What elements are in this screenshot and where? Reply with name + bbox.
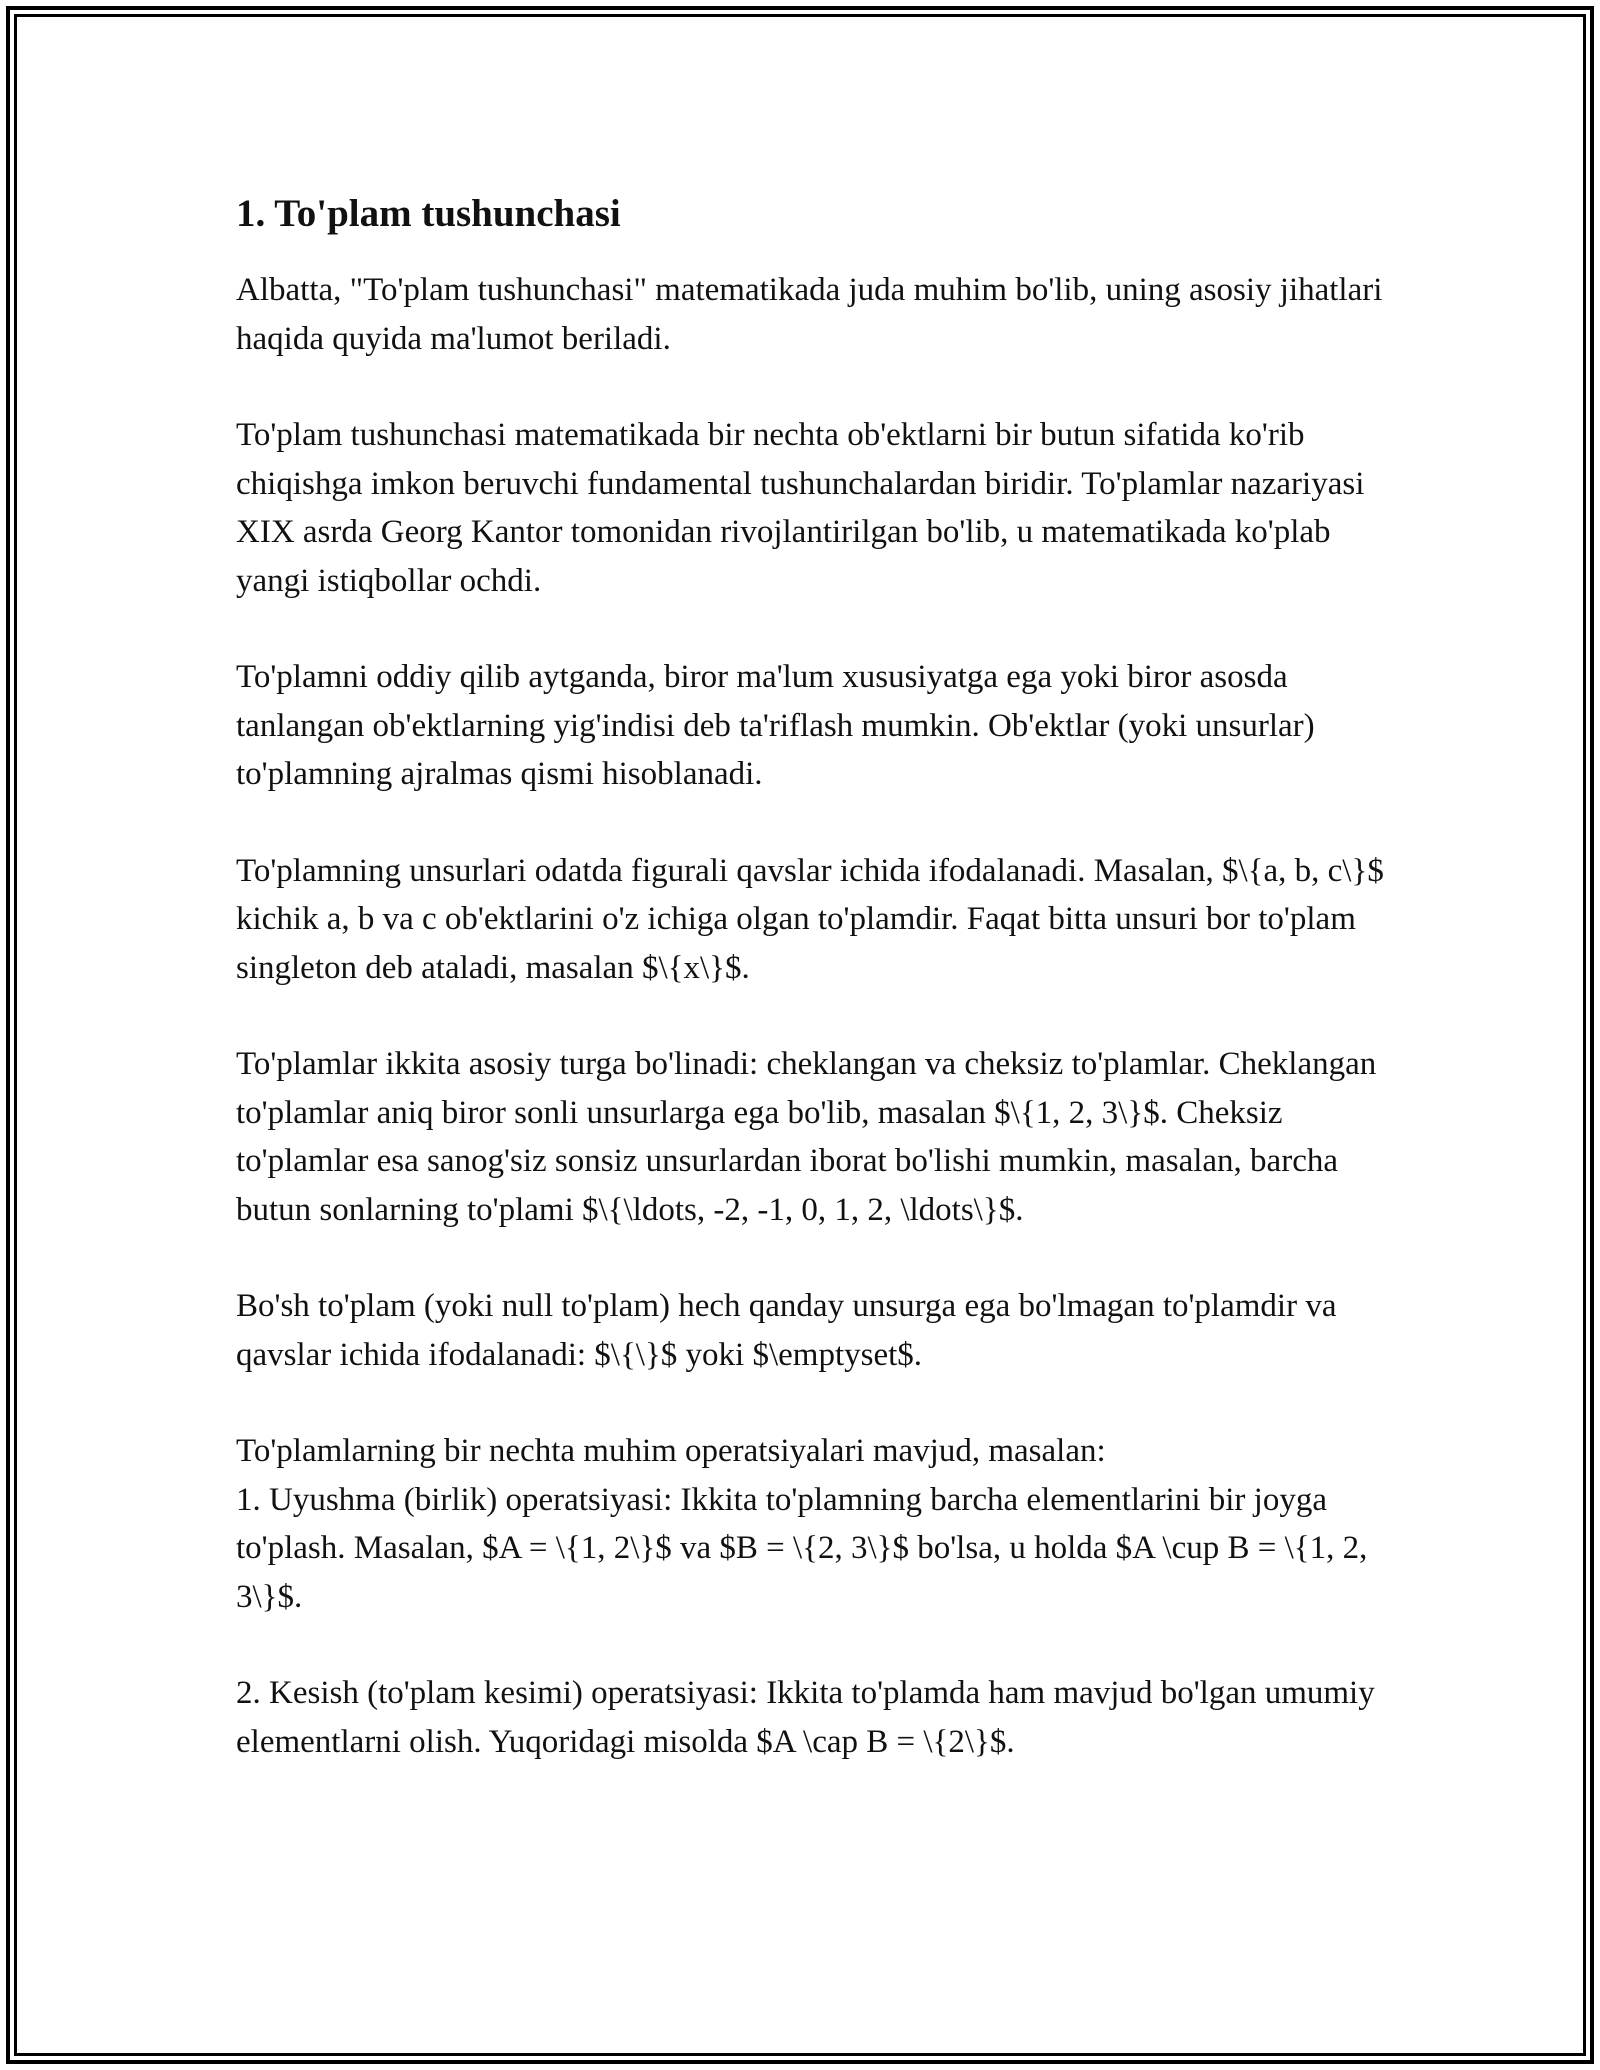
document-title: 1. To'plam tushunchasi	[236, 192, 621, 235]
elements-paragraph: To'plamning unsurlari odatda figurali qavslar ichida ifodalanadi. Masalan, $\{a, b, c\}$ kichik a, b va c ob'ektlarini o'z ichiga olgan to'plamdir. Faqat bitta unsuri bor to'plam singleton deb ataladi, masalan $\{x\}$.	[236, 852, 1384, 986]
description-paragraph: To'plamni oddiy qilib aytganda, biror ma'lum xususiyatga ega yoki biror asosda tanlangan ob'ektlarning yig'indisi deb ta'riflash mumkin. Ob'ektlar (yoki unsurlar) to'plamning ajralmas qismi hisoblanadi.	[236, 659, 1315, 792]
document-body	[236, 188, 1386, 1814]
operation-union: 1. Uyushma (birlik) operatsiyasi: Ikkita to'plamning barcha elementlarini bir joyga to'plash. Masalan, $A = \{1, 2\}$ va $B = \{2, 3\}$ bo'lsa, u holda $A \cup B = \{1, 2, 3\}$.	[236, 1481, 1368, 1615]
intro-paragraph: Albatta, "To'plam tushunchasi" matematikada juda muhim bo'lib, uning asosiy jihatlari haqida quyida ma'lumot beriladi.	[236, 272, 1383, 357]
operation-intersection: 2. Kesish (to'plam kesimi) operatsiyasi: Ikkita to'plamda ham mavjud bo'lgan umumiy elementlarni olish. Yuqoridagi misolda $A \cap B = \{2\}$.	[236, 1675, 1375, 1760]
operations-section	[236, 1427, 1386, 1621]
operations-intro: To'plamlarning bir nechta muhim operatsiyalari mavjud, masalan:	[236, 1433, 1106, 1469]
empty-set-paragraph: Bo'sh to'plam (yoki null to'plam) hech qanday unsurga ega bo'lmagan to'plamdir va qavslar ichida ifodalanadi: $\{\}$ yoki $\emptyset$.	[236, 1288, 1337, 1373]
types-paragraph: To'plamlar ikkita asosiy turga bo'linadi: cheklangan va cheksiz to'plamlar. Cheklangan to'plamlar aniq biror sonli unsurlarga ega bo'lib, masalan $\{1, 2, 3\}$. Cheksiz to'plamlar esa sanog'siz sonsiz unsurlardan iborat bo'lishi mumkin, masalan, barcha butun sonlarning to'plami $\{\ldots, -2, -1, 0, 1, 2, \ldots\}$.	[236, 1046, 1377, 1228]
definition-paragraph: To'plam tushunchasi matematikada bir nechta ob'ektlarni bir butun sifatida ko'rib chiqishga imkon beruvchi fundamental tushunchalardan biridir. To'plamlar nazariyasi XIX asrda Georg Kantor tomonidan rivojlantirilgan bo'lib, u matematikada ko'plab yangi istiqbollar ochdi.	[236, 417, 1365, 599]
